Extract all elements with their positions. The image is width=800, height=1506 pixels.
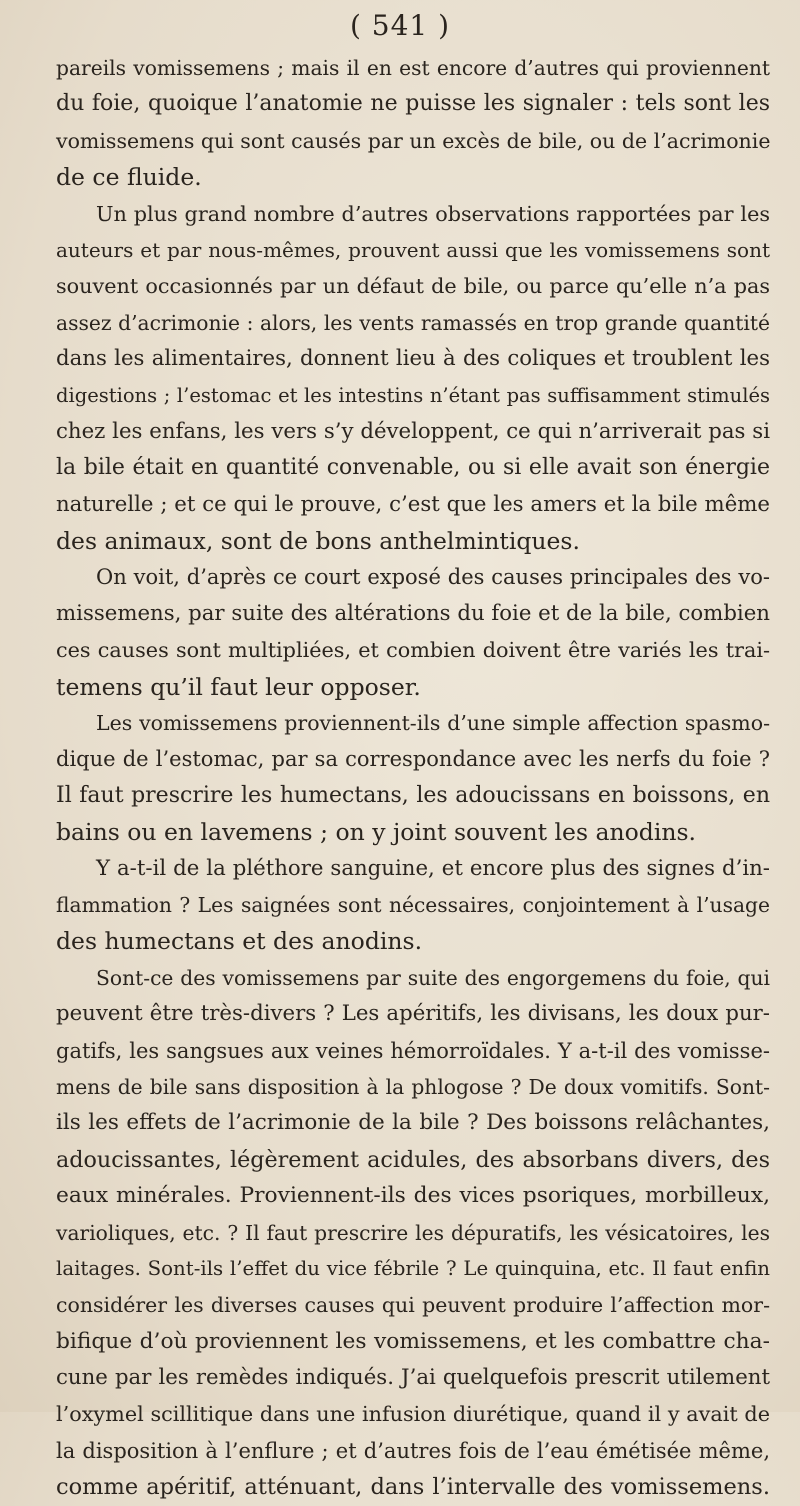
text-line: digestions ; l’estomac et les intestins n’étant pas suffisamment stimulés xyxy=(56,383,770,407)
text-line: assez d’acrimonie : alors, les vents ramassés en trop grande quantité xyxy=(56,310,770,335)
text-line: dique de l’estomac, par sa correspondance avec les nerfs du foie ? xyxy=(56,747,770,772)
text-line: de ce fluide. xyxy=(56,163,202,192)
text-line: eaux minérales. Proviennent-ils des vices psoriques, morbilleux, xyxy=(56,1183,770,1209)
text-line: naturelle ; et ce qui le prouve, c’est que les amers et la bile même xyxy=(56,491,770,517)
text-line: gatifs, les sangsues aux veines hémorroïdales. Y a-t-il des vomisse- xyxy=(56,1038,770,1063)
text-line: peuvent être très-divers ? Les apéritifs, les divisans, les doux pur- xyxy=(56,1001,770,1027)
text-line: bifique d’où proviennent les vomissemens, et les combattre cha- xyxy=(56,1328,770,1354)
text-line: missemens, par suite des altérations du foie et de la bile, combien xyxy=(56,600,770,626)
text-line: pareils vomissemens ; mais il en est encore d’autres qui proviennent xyxy=(56,56,770,80)
text-line: ils les effets de l’acrimonie de la bile ? Des boissons relâchantes, xyxy=(56,1110,770,1136)
text-line: cune par les remèdes indiqués. J’ai quelquefois prescrit utilement xyxy=(56,1365,770,1391)
text-line: la disposition à l’enflure ; et d’autres fois de l’eau émétisée même, xyxy=(56,1438,770,1463)
text-line: souvent occasionnés par un défaut de bile, ou parce qu’elle n’a pas xyxy=(56,274,770,299)
text-line: Il faut prescrire les humectans, les adoucissans en boissons, en xyxy=(56,782,770,808)
text-line: ces causes sont multipliées, et combien doivent être variés les trai- xyxy=(56,638,770,663)
text-line: considérer les diverses causes qui peuvent produire l’affection mor- xyxy=(56,1293,770,1318)
text-line: laitages. Sont-ils l’effet du vice fébrile ? Le quinquina, etc. Il faut enfin xyxy=(56,1256,770,1280)
text-line: mens de bile sans disposition à la phlogose ? De doux vomitifs. Sont- xyxy=(56,1074,770,1099)
text-line: bains ou en lavemens ; on y joint souvent les anodins. xyxy=(56,818,696,847)
text-line: des animaux, sont de bons anthelmintiques. xyxy=(56,527,580,556)
text-line: Un plus grand nombre d’autres observations rapportées par les xyxy=(96,201,770,226)
text-line: On voit, d’après ce court exposé des causes principales des vo- xyxy=(96,565,770,590)
text-line: des humectans et des anodins. xyxy=(56,927,423,956)
text-line: vomissemens qui sont causés par un excès de bile, ou de l’acrimonie xyxy=(56,128,771,153)
text-line: la bile était en quantité convenable, ou si elle avait son énergie xyxy=(56,455,770,481)
text-line: auteurs et par nous-mêmes, prouvent aussi que les vomissemens sont xyxy=(56,237,770,262)
body-text xyxy=(56,50,770,1506)
text-line: Sont-ce des vomissemens par suite des engorgemens du foie, qui xyxy=(96,965,770,990)
text-line: temens qu’il faut leur opposer. xyxy=(56,672,421,701)
text-line: adoucissantes, légèrement acidules, des absorbans divers, des xyxy=(56,1146,770,1173)
page-number: ( 541 ) xyxy=(349,9,451,42)
text-line: l’oxymel scillitique dans une infusion diurétique, quand il y avait de xyxy=(56,1402,770,1427)
text-line: Les vomissemens proviennent-ils d’une simple affection spasmo- xyxy=(96,711,770,736)
text-line: dans les alimentaires, donnent lieu à des coliques et troublent les xyxy=(56,346,770,372)
text-line: flammation ? Les saignées sont nécessaires, conjointement à l’usage xyxy=(56,892,770,917)
text-line: comme apéritif, atténuant, dans l’intervalle des vomissemens. xyxy=(56,1474,770,1501)
text-line: chez les enfans, les vers s’y développent, ce qui n’arriverait pas si xyxy=(56,418,770,444)
text-line: Y a-t-il de la pléthore sanguine, et encore plus des signes d’in- xyxy=(96,855,770,881)
text-line: du foie, quoique l’anatomie ne puisse les signaler : tels sont les xyxy=(56,91,770,117)
text-line: varioliques, etc. ? Il faut prescrire les dépuratifs, les vésicatoires, les xyxy=(56,1220,770,1245)
